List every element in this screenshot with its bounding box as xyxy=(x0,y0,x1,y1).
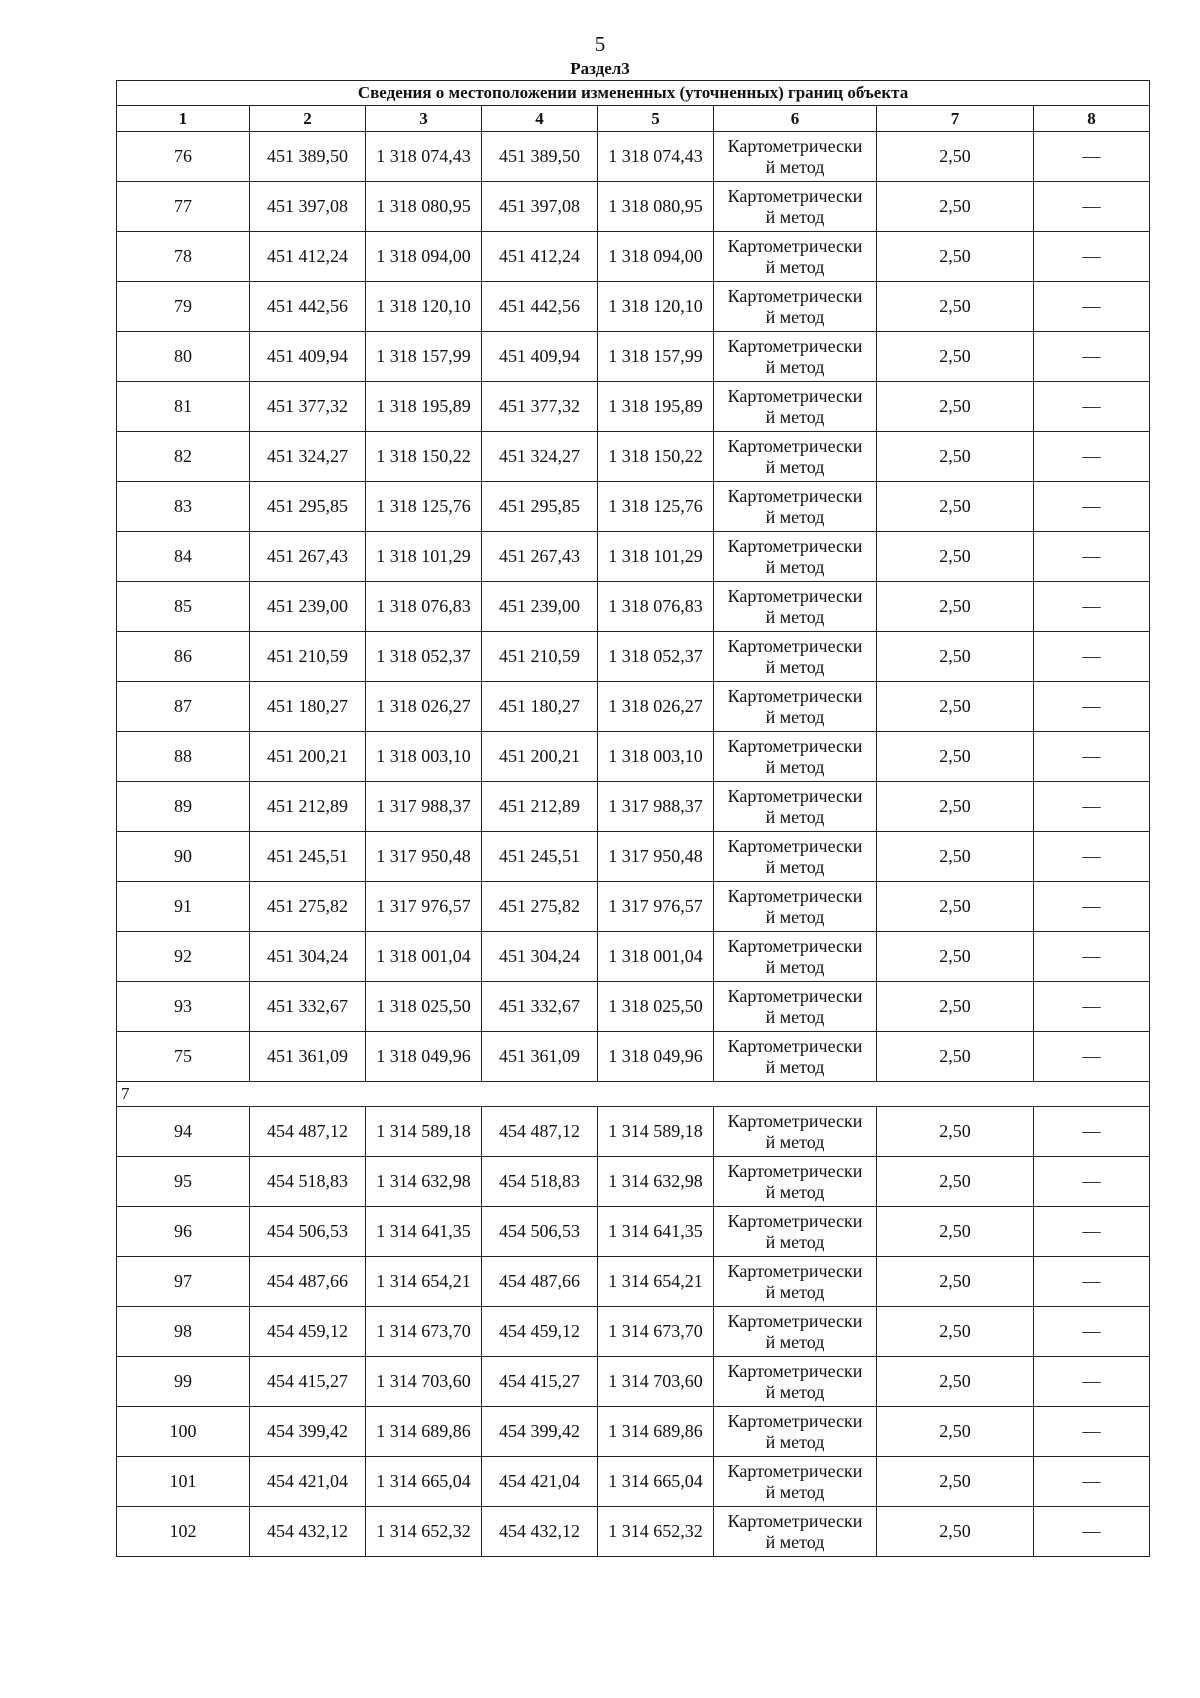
description-cell: — xyxy=(1034,1407,1150,1457)
description-cell: — xyxy=(1034,382,1150,432)
table-caption: Сведения о местоположении измененных (уточненных) границ объекта xyxy=(117,81,1150,106)
column-header-5: 5 xyxy=(598,106,714,132)
precision-cell: 2,50 xyxy=(877,332,1034,382)
precision-cell: 2,50 xyxy=(877,1357,1034,1407)
y-new-cell: 1 314 673,70 xyxy=(598,1307,714,1357)
method-cell: Картометрически й метод xyxy=(714,732,877,782)
method-cell: Картометрически й метод xyxy=(714,532,877,582)
column-header-3: 3 xyxy=(366,106,482,132)
point-number-cell: 88 xyxy=(117,732,250,782)
x-existing-cell: 454 399,42 xyxy=(250,1407,366,1457)
table-row xyxy=(117,782,1150,832)
method-cell: Картометрически й метод xyxy=(714,782,877,832)
y-existing-cell: 1 318 150,22 xyxy=(366,432,482,482)
x-new-cell: 451 442,56 xyxy=(482,282,598,332)
x-new-cell: 451 377,32 xyxy=(482,382,598,432)
method-cell: Картометрически й метод xyxy=(714,1457,877,1507)
description-cell: — xyxy=(1034,732,1150,782)
y-existing-cell: 1 314 703,60 xyxy=(366,1357,482,1407)
y-existing-cell: 1 317 988,37 xyxy=(366,782,482,832)
x-existing-cell: 451 200,21 xyxy=(250,732,366,782)
y-new-cell: 1 314 589,18 xyxy=(598,1107,714,1157)
y-new-cell: 1 314 652,32 xyxy=(598,1507,714,1557)
point-number-cell: 81 xyxy=(117,382,250,432)
precision-cell: 2,50 xyxy=(877,932,1034,982)
y-existing-cell: 1 318 125,76 xyxy=(366,482,482,532)
point-number-cell: 76 xyxy=(117,132,250,182)
x-new-cell: 454 399,42 xyxy=(482,1407,598,1457)
method-cell: Картометрически й метод xyxy=(714,282,877,332)
point-number-cell: 101 xyxy=(117,1457,250,1507)
x-existing-cell: 451 304,24 xyxy=(250,932,366,982)
precision-cell: 2,50 xyxy=(877,1507,1034,1557)
point-number-cell: 97 xyxy=(117,1257,250,1307)
x-new-cell: 451 397,08 xyxy=(482,182,598,232)
table-row xyxy=(117,1107,1150,1157)
method-cell: Картометрически й метод xyxy=(714,1157,877,1207)
precision-cell: 2,50 xyxy=(877,132,1034,182)
x-new-cell: 451 332,67 xyxy=(482,982,598,1032)
y-new-cell: 1 318 003,10 xyxy=(598,732,714,782)
x-existing-cell: 451 361,09 xyxy=(250,1032,366,1082)
point-number-cell: 93 xyxy=(117,982,250,1032)
x-existing-cell: 451 267,43 xyxy=(250,532,366,582)
y-existing-cell: 1 318 003,10 xyxy=(366,732,482,782)
x-existing-cell: 454 506,53 xyxy=(250,1207,366,1257)
precision-cell: 2,50 xyxy=(877,632,1034,682)
x-existing-cell: 451 412,24 xyxy=(250,232,366,282)
table-row xyxy=(117,882,1150,932)
x-existing-cell: 451 442,56 xyxy=(250,282,366,332)
precision-cell: 2,50 xyxy=(877,1107,1034,1157)
column-header-4: 4 xyxy=(482,106,598,132)
table-row xyxy=(117,1507,1150,1557)
y-existing-cell: 1 318 120,10 xyxy=(366,282,482,332)
table-row xyxy=(117,632,1150,682)
method-cell: Картометрически й метод xyxy=(714,482,877,532)
point-number-cell: 83 xyxy=(117,482,250,532)
table-row xyxy=(117,532,1150,582)
y-existing-cell: 1 318 094,00 xyxy=(366,232,482,282)
method-cell: Картометрически й метод xyxy=(714,1207,877,1257)
point-number-cell: 95 xyxy=(117,1157,250,1207)
x-new-cell: 454 421,04 xyxy=(482,1457,598,1507)
method-cell: Картометрически й метод xyxy=(714,1257,877,1307)
precision-cell: 2,50 xyxy=(877,282,1034,332)
y-new-cell: 1 318 026,27 xyxy=(598,682,714,732)
x-new-cell: 451 304,24 xyxy=(482,932,598,982)
point-number-cell: 82 xyxy=(117,432,250,482)
y-new-cell: 1 318 025,50 xyxy=(598,982,714,1032)
column-header-8: 8 xyxy=(1034,106,1150,132)
method-cell: Картометрически й метод xyxy=(714,1032,877,1082)
y-existing-cell: 1 318 026,27 xyxy=(366,682,482,732)
table-row xyxy=(117,682,1150,732)
table-row xyxy=(117,432,1150,482)
x-new-cell: 451 245,51 xyxy=(482,832,598,882)
x-new-cell: 454 487,66 xyxy=(482,1257,598,1307)
point-number-cell: 75 xyxy=(117,1032,250,1082)
contour-number: 7 xyxy=(117,1082,1150,1107)
y-new-cell: 1 318 001,04 xyxy=(598,932,714,982)
x-existing-cell: 451 180,27 xyxy=(250,682,366,732)
y-existing-cell: 1 318 049,96 xyxy=(366,1032,482,1082)
precision-cell: 2,50 xyxy=(877,232,1034,282)
x-existing-cell: 451 295,85 xyxy=(250,482,366,532)
precision-cell: 2,50 xyxy=(877,1157,1034,1207)
description-cell: — xyxy=(1034,132,1150,182)
description-cell: — xyxy=(1034,632,1150,682)
table-row xyxy=(117,1207,1150,1257)
y-new-cell: 1 318 195,89 xyxy=(598,382,714,432)
table-row xyxy=(117,1357,1150,1407)
method-cell: Картометрически й метод xyxy=(714,682,877,732)
x-existing-cell: 454 421,04 xyxy=(250,1457,366,1507)
point-number-cell: 90 xyxy=(117,832,250,882)
y-existing-cell: 1 314 665,04 xyxy=(366,1457,482,1507)
method-cell: Картометрически й метод xyxy=(714,1107,877,1157)
column-header-2: 2 xyxy=(250,106,366,132)
y-new-cell: 1 314 665,04 xyxy=(598,1457,714,1507)
x-existing-cell: 454 432,12 xyxy=(250,1507,366,1557)
description-cell: — xyxy=(1034,1032,1150,1082)
x-existing-cell: 451 397,08 xyxy=(250,182,366,232)
x-existing-cell: 451 377,32 xyxy=(250,382,366,432)
point-number-cell: 86 xyxy=(117,632,250,682)
description-cell: — xyxy=(1034,682,1150,732)
table-row xyxy=(117,582,1150,632)
y-new-cell: 1 317 988,37 xyxy=(598,782,714,832)
x-existing-cell: 451 389,50 xyxy=(250,132,366,182)
table-row xyxy=(117,482,1150,532)
x-new-cell: 451 389,50 xyxy=(482,132,598,182)
table-row xyxy=(117,1307,1150,1357)
y-existing-cell: 1 314 689,86 xyxy=(366,1407,482,1457)
method-cell: Картометрически й метод xyxy=(714,382,877,432)
x-new-cell: 451 267,43 xyxy=(482,532,598,582)
method-cell: Картометрически й метод xyxy=(714,982,877,1032)
x-existing-cell: 451 245,51 xyxy=(250,832,366,882)
y-existing-cell: 1 318 157,99 xyxy=(366,332,482,382)
table-row xyxy=(117,382,1150,432)
method-cell: Картометрически й метод xyxy=(714,832,877,882)
method-cell: Картометрически й метод xyxy=(714,1357,877,1407)
y-existing-cell: 1 314 632,98 xyxy=(366,1157,482,1207)
point-number-cell: 79 xyxy=(117,282,250,332)
y-existing-cell: 1 317 976,57 xyxy=(366,882,482,932)
description-cell: — xyxy=(1034,1257,1150,1307)
description-cell: — xyxy=(1034,882,1150,932)
method-cell: Картометрически й метод xyxy=(714,1307,877,1357)
y-existing-cell: 1 314 652,32 xyxy=(366,1507,482,1557)
y-existing-cell: 1 318 052,37 xyxy=(366,632,482,682)
x-new-cell: 451 212,89 xyxy=(482,782,598,832)
table-row xyxy=(117,332,1150,382)
description-cell: — xyxy=(1034,832,1150,882)
column-number-row xyxy=(117,106,1150,132)
y-existing-cell: 1 318 101,29 xyxy=(366,532,482,582)
precision-cell: 2,50 xyxy=(877,1457,1034,1507)
y-new-cell: 1 318 094,00 xyxy=(598,232,714,282)
point-number-cell: 77 xyxy=(117,182,250,232)
x-new-cell: 451 210,59 xyxy=(482,632,598,682)
point-number-cell: 92 xyxy=(117,932,250,982)
y-new-cell: 1 318 080,95 xyxy=(598,182,714,232)
description-cell: — xyxy=(1034,532,1150,582)
point-number-cell: 96 xyxy=(117,1207,250,1257)
x-new-cell: 451 361,09 xyxy=(482,1032,598,1082)
x-existing-cell: 454 459,12 xyxy=(250,1307,366,1357)
y-new-cell: 1 318 076,83 xyxy=(598,582,714,632)
y-new-cell: 1 314 632,98 xyxy=(598,1157,714,1207)
description-cell: — xyxy=(1034,582,1150,632)
description-cell: — xyxy=(1034,1307,1150,1357)
y-new-cell: 1 314 641,35 xyxy=(598,1207,714,1257)
description-cell: — xyxy=(1034,1107,1150,1157)
description-cell: — xyxy=(1034,232,1150,282)
precision-cell: 2,50 xyxy=(877,182,1034,232)
description-cell: — xyxy=(1034,932,1150,982)
column-header-7: 7 xyxy=(877,106,1034,132)
description-cell: — xyxy=(1034,1457,1150,1507)
table-body xyxy=(117,132,1150,1557)
column-header-6: 6 xyxy=(714,106,877,132)
y-new-cell: 1 314 689,86 xyxy=(598,1407,714,1457)
precision-cell: 2,50 xyxy=(877,982,1034,1032)
precision-cell: 2,50 xyxy=(877,882,1034,932)
point-number-cell: 80 xyxy=(117,332,250,382)
point-number-cell: 78 xyxy=(117,232,250,282)
point-number-cell: 85 xyxy=(117,582,250,632)
y-existing-cell: 1 314 589,18 xyxy=(366,1107,482,1157)
y-existing-cell: 1 318 076,83 xyxy=(366,582,482,632)
table-row xyxy=(117,1457,1150,1507)
x-new-cell: 451 200,21 xyxy=(482,732,598,782)
x-new-cell: 454 415,27 xyxy=(482,1357,598,1407)
x-new-cell: 454 459,12 xyxy=(482,1307,598,1357)
y-new-cell: 1 314 703,60 xyxy=(598,1357,714,1407)
table-row xyxy=(117,282,1150,332)
x-new-cell: 451 275,82 xyxy=(482,882,598,932)
x-new-cell: 454 506,53 xyxy=(482,1207,598,1257)
description-cell: — xyxy=(1034,1157,1150,1207)
precision-cell: 2,50 xyxy=(877,1032,1034,1082)
y-new-cell: 1 317 976,57 xyxy=(598,882,714,932)
description-cell: — xyxy=(1034,282,1150,332)
description-cell: — xyxy=(1034,332,1150,382)
y-new-cell: 1 314 654,21 xyxy=(598,1257,714,1307)
x-existing-cell: 454 415,27 xyxy=(250,1357,366,1407)
method-cell: Картометрически й метод xyxy=(714,182,877,232)
precision-cell: 2,50 xyxy=(877,1257,1034,1307)
point-number-cell: 89 xyxy=(117,782,250,832)
x-existing-cell: 451 332,67 xyxy=(250,982,366,1032)
description-cell: — xyxy=(1034,982,1150,1032)
method-cell: Картометрически й метод xyxy=(714,132,877,182)
y-existing-cell: 1 314 641,35 xyxy=(366,1207,482,1257)
y-existing-cell: 1 318 001,04 xyxy=(366,932,482,982)
x-existing-cell: 451 275,82 xyxy=(250,882,366,932)
y-existing-cell: 1 318 195,89 xyxy=(366,382,482,432)
method-cell: Картометрически й метод xyxy=(714,1407,877,1457)
section-title: Раздел3 xyxy=(570,59,630,78)
table-row xyxy=(117,232,1150,282)
page-number: 5 xyxy=(594,32,606,56)
method-cell: Картометрически й метод xyxy=(714,232,877,282)
x-new-cell: 451 180,27 xyxy=(482,682,598,732)
method-cell: Картометрически й метод xyxy=(714,932,877,982)
contour-group-row xyxy=(117,1082,1150,1107)
x-new-cell: 451 412,24 xyxy=(482,232,598,282)
y-new-cell: 1 318 052,37 xyxy=(598,632,714,682)
y-new-cell: 1 318 120,10 xyxy=(598,282,714,332)
method-cell: Картометрически й метод xyxy=(714,332,877,382)
y-existing-cell: 1 314 654,21 xyxy=(366,1257,482,1307)
boundary-coordinates-table xyxy=(116,80,1150,1557)
y-new-cell: 1 317 950,48 xyxy=(598,832,714,882)
precision-cell: 2,50 xyxy=(877,532,1034,582)
y-new-cell: 1 318 049,96 xyxy=(598,1032,714,1082)
x-new-cell: 451 324,27 xyxy=(482,432,598,482)
y-new-cell: 1 318 150,22 xyxy=(598,432,714,482)
table-row xyxy=(117,982,1150,1032)
x-new-cell: 454 432,12 xyxy=(482,1507,598,1557)
table-row xyxy=(117,1157,1150,1207)
point-number-cell: 84 xyxy=(117,532,250,582)
precision-cell: 2,50 xyxy=(877,482,1034,532)
y-existing-cell: 1 318 074,43 xyxy=(366,132,482,182)
description-cell: — xyxy=(1034,432,1150,482)
precision-cell: 2,50 xyxy=(877,832,1034,882)
table-row xyxy=(117,1257,1150,1307)
precision-cell: 2,50 xyxy=(877,382,1034,432)
table-row xyxy=(117,1407,1150,1457)
precision-cell: 2,50 xyxy=(877,732,1034,782)
description-cell: — xyxy=(1034,1207,1150,1257)
y-existing-cell: 1 314 673,70 xyxy=(366,1307,482,1357)
table-row xyxy=(117,182,1150,232)
description-cell: — xyxy=(1034,782,1150,832)
table-row xyxy=(117,1032,1150,1082)
point-number-cell: 99 xyxy=(117,1357,250,1407)
description-cell: — xyxy=(1034,482,1150,532)
precision-cell: 2,50 xyxy=(877,432,1034,482)
precision-cell: 2,50 xyxy=(877,682,1034,732)
column-header-1: 1 xyxy=(117,106,250,132)
x-new-cell: 451 295,85 xyxy=(482,482,598,532)
precision-cell: 2,50 xyxy=(877,782,1034,832)
point-number-cell: 87 xyxy=(117,682,250,732)
x-existing-cell: 454 518,83 xyxy=(250,1157,366,1207)
precision-cell: 2,50 xyxy=(877,1307,1034,1357)
y-existing-cell: 1 318 025,50 xyxy=(366,982,482,1032)
precision-cell: 2,50 xyxy=(877,1207,1034,1257)
x-new-cell: 454 518,83 xyxy=(482,1157,598,1207)
description-cell: — xyxy=(1034,1507,1150,1557)
x-existing-cell: 454 487,12 xyxy=(250,1107,366,1157)
precision-cell: 2,50 xyxy=(877,1407,1034,1457)
method-cell: Картометрически й метод xyxy=(714,582,877,632)
table-row xyxy=(117,132,1150,182)
x-existing-cell: 451 409,94 xyxy=(250,332,366,382)
x-new-cell: 451 409,94 xyxy=(482,332,598,382)
x-existing-cell: 451 324,27 xyxy=(250,432,366,482)
table-row xyxy=(117,732,1150,782)
method-cell: Картометрически й метод xyxy=(714,632,877,682)
y-new-cell: 1 318 074,43 xyxy=(598,132,714,182)
table-caption-row xyxy=(117,81,1150,106)
y-new-cell: 1 318 157,99 xyxy=(598,332,714,382)
x-existing-cell: 451 210,59 xyxy=(250,632,366,682)
method-cell: Картометрически й метод xyxy=(714,432,877,482)
description-cell: — xyxy=(1034,1357,1150,1407)
x-new-cell: 451 239,00 xyxy=(482,582,598,632)
y-existing-cell: 1 318 080,95 xyxy=(366,182,482,232)
table-row xyxy=(117,932,1150,982)
point-number-cell: 102 xyxy=(117,1507,250,1557)
point-number-cell: 98 xyxy=(117,1307,250,1357)
y-new-cell: 1 318 101,29 xyxy=(598,532,714,582)
method-cell: Картометрически й метод xyxy=(714,882,877,932)
point-number-cell: 94 xyxy=(117,1107,250,1157)
y-existing-cell: 1 317 950,48 xyxy=(366,832,482,882)
description-cell: — xyxy=(1034,182,1150,232)
point-number-cell: 100 xyxy=(117,1407,250,1457)
y-new-cell: 1 318 125,76 xyxy=(598,482,714,532)
method-cell: Картометрически й метод xyxy=(714,1507,877,1557)
point-number-cell: 91 xyxy=(117,882,250,932)
precision-cell: 2,50 xyxy=(877,582,1034,632)
x-existing-cell: 451 239,00 xyxy=(250,582,366,632)
x-new-cell: 454 487,12 xyxy=(482,1107,598,1157)
table-row xyxy=(117,832,1150,882)
x-existing-cell: 451 212,89 xyxy=(250,782,366,832)
x-existing-cell: 454 487,66 xyxy=(250,1257,366,1307)
